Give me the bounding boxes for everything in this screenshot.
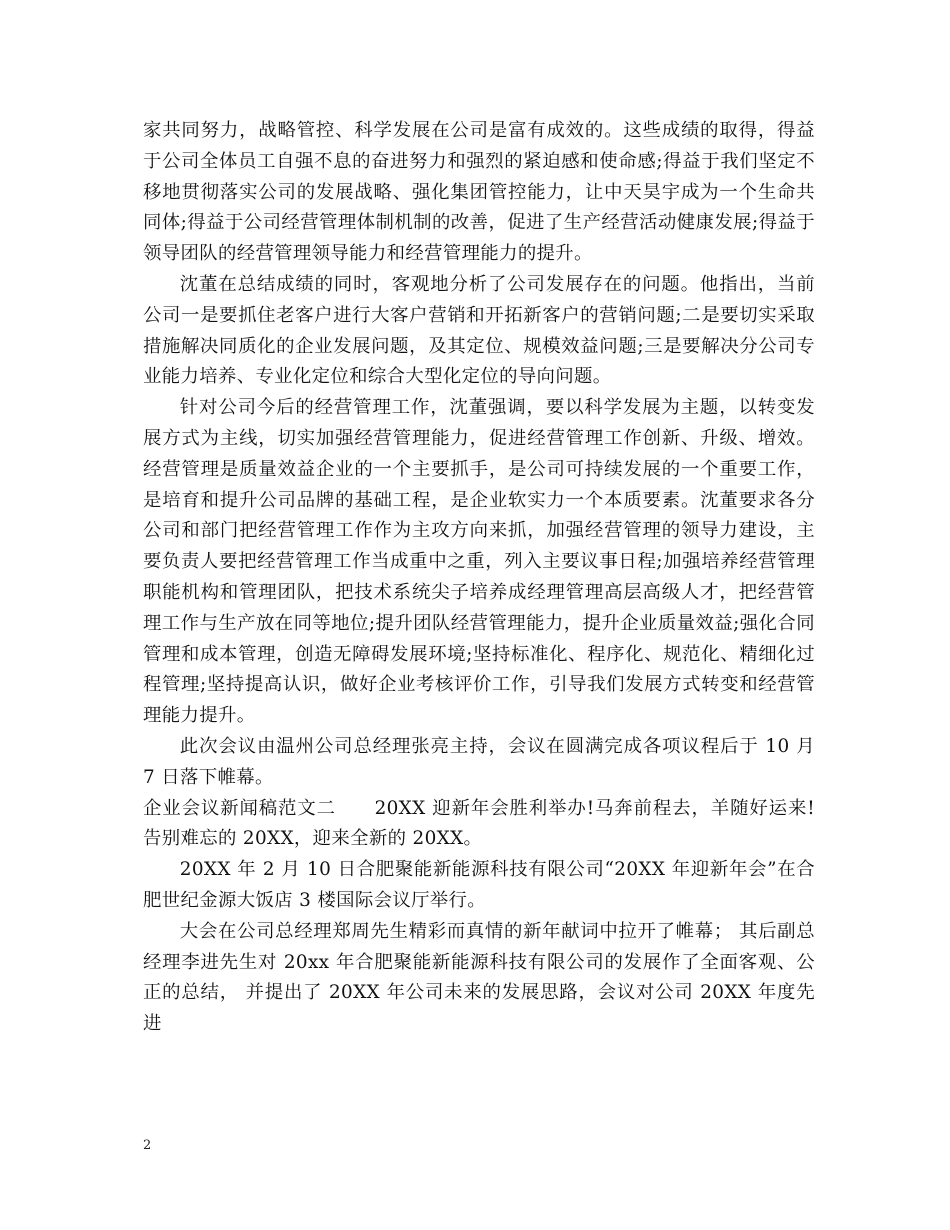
paragraph-5-heading-line: 企业会议新闻稿范文二 20XX 迎新年会胜利举办!马奔前程去，羊随好运来!告别难忘的 20XX，迎来全新的 20XX。 xyxy=(143,797,815,850)
page-number: 2 xyxy=(143,1138,152,1153)
document-body xyxy=(143,116,815,1040)
paragraph-6: 20XX 年 2 月 10 日合肥聚能新能源科技有限公司“20XX 年迎新年会”在合肥世纪金源大饭店 3 楼国际会议厅举行。 xyxy=(143,859,815,911)
paragraph-3: 针对公司今后的经营管理工作，沈董强调，要以科学发展为主题，以转变发展方式为主线，切实加强经营管理能力，促进经营管理工作创新、升级、增效。经营管理是质量效益企业的一个主要抓手，是公司可持续发展的一个重要工作，是培育和提升公司品牌的基础工程，是企业软实力一个本质要素。沈董要求各分公司和部门把经营管理工作作为主攻方向来抓，加强经营管理的领导力建设，主要负责人要把经营管理工作当成重中之重，列入主要议事日程;加强培养经营管理职能机构和管理团队，把技术系统尖子培养成经理管理高层高级人才，把经营管理工作与生产放在同等地位;提升团队经营管理能力，提升企业质量效益;强化合同管理和成本管理，创造无障碍发展环境;坚持标准化、程序化、规范化、精细化过程管理;坚持提高认识，做好企业考核评价工作，引导我们发展方式转变和经营管理能力提升。 xyxy=(143,397,815,727)
paragraph-7: 大会在公司总经理郑周先生精彩而真情的新年献词中拉开了帷幕； 其后副总经理李进先生对 20xx 年合肥聚能新能源科技有限公司的发展作了全面客观、公正的总结， 并提出了 20XX 年公司未来的发展思路，会议对公司 20XX 年度先进 xyxy=(143,920,815,1035)
paragraph-4: 此次会议由温州公司总经理张亮主持，会议在圆满完成各项议程后于 10 月 7 日落下帷幕。 xyxy=(143,735,815,788)
paragraph-1: 家共同努力，战略管控、科学发展在公司是富有成效的。这些成绩的取得，得益于公司全体员工自强不息的奋进努力和强烈的紧迫感和使命感;得益于我们坚定不移地贯彻落实公司的发展战略、强化集团管控能力，让中天昊宇成为一个生命共同体;得益于公司经营管理体制机制的改善，促进了生产经营活动健康发展;得益于领导团队的经营管理领导能力和经营管理能力的提升。 xyxy=(143,120,815,265)
paragraph-2: 沈董在总结成绩的同时，客观地分析了公司发展存在的问题。他指出，当前公司一是要抓住老客户进行大客户营销和开拓新客户的营销问题;二是要切实采取措施解决同质化的企业发展问题，及其定位、规模效益问题;三是要解决分公司专业能力培养、专业化定位和综合大型化定位的导向问题。 xyxy=(143,273,815,388)
